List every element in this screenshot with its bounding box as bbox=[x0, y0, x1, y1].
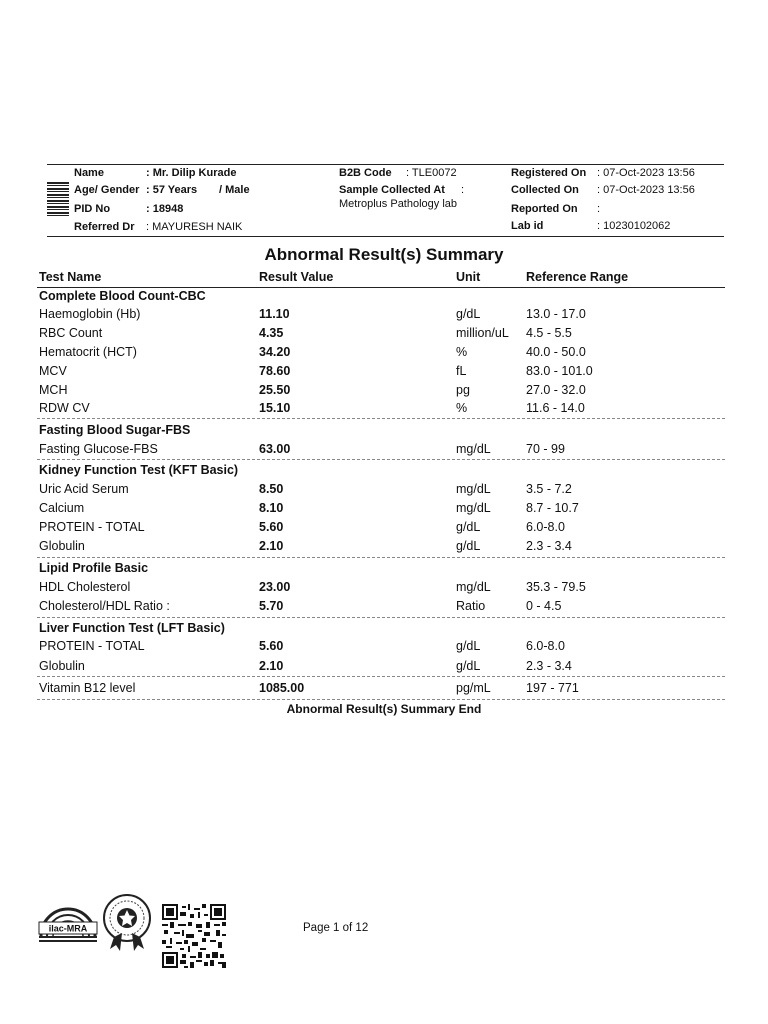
section-title: Complete Blood Count-CBC bbox=[39, 289, 206, 303]
table-row: Uric Acid Serum 8.50 mg/dL 3.5 - 7.2 bbox=[39, 482, 572, 496]
table-row: Fasting Glucose-FBS 63.00 mg/dL 70 - 99 bbox=[39, 442, 565, 456]
name-label: Name bbox=[74, 167, 104, 179]
collected-at-label: Sample Collected At bbox=[339, 184, 445, 196]
section-title: Lipid Profile Basic bbox=[39, 561, 149, 575]
collected-at-value: Metroplus Pathology lab bbox=[339, 198, 458, 210]
table-row: RDW CV 15.10 % 11.6 - 14.0 bbox=[39, 401, 585, 415]
ilac-mra-logo-text: ilac-MRA bbox=[48, 923, 88, 934]
pid-label: PID No bbox=[74, 203, 111, 215]
section-title: Fasting Blood Sugar-FBS bbox=[39, 423, 191, 437]
collected-value: : 07-Oct-2023 13:56 bbox=[597, 184, 695, 196]
summary-end-note: Abnormal Result(s) Summary End bbox=[286, 702, 482, 716]
header-rule bbox=[37, 287, 725, 288]
section-divider bbox=[37, 699, 725, 700]
table-row: PROTEIN - TOTAL 5.60 g/dL 6.0-8.0 bbox=[39, 520, 565, 534]
section-title: Liver Function Test (LFT Basic) bbox=[39, 621, 225, 635]
col-unit: Unit bbox=[456, 270, 481, 284]
section-title: Kidney Function Test (KFT Basic) bbox=[39, 463, 239, 477]
table-row: Globulin 2.10 g/dL 2.3 - 3.4 bbox=[39, 539, 572, 553]
age-label: Age/ Gender bbox=[74, 184, 140, 196]
gender-value: / Male bbox=[219, 184, 250, 196]
labid-value: : 10230102062 bbox=[597, 220, 671, 232]
ilac-mra-logo-icon bbox=[37, 898, 99, 946]
col-result-value: Result Value bbox=[259, 270, 334, 284]
header-bottom-rule bbox=[47, 236, 724, 237]
accreditation-seal-icon bbox=[102, 893, 152, 953]
table-row: Globulin 2.10 g/dL 2.3 - 3.4 bbox=[39, 659, 572, 673]
barcode-icon bbox=[47, 182, 69, 218]
labid-label: Lab id bbox=[511, 220, 544, 232]
col-reference-range: Reference Range bbox=[526, 270, 629, 284]
header-top-rule bbox=[47, 164, 724, 165]
table-row: PROTEIN - TOTAL 5.60 g/dL 6.0-8.0 bbox=[39, 639, 565, 653]
b2b-label: B2B Code bbox=[339, 167, 392, 179]
col-test-name: Test Name bbox=[39, 270, 102, 284]
section-divider bbox=[37, 617, 725, 618]
section-divider bbox=[37, 459, 725, 460]
table-row: RBC Count 4.35 million/uL 4.5 - 5.5 bbox=[39, 326, 572, 340]
age-value: : 57 Years bbox=[146, 184, 198, 196]
collected-at-colon: : bbox=[461, 184, 465, 196]
reported-label: Reported On bbox=[511, 203, 578, 215]
table-row: Hematocrit (HCT) 34.20 % 40.0 - 50.0 bbox=[39, 345, 586, 359]
table-row: Vitamin B12 level 1085.00 pg/mL 197 - 771 bbox=[39, 681, 579, 695]
registered-label: Registered On bbox=[511, 167, 587, 179]
reported-value: : bbox=[597, 203, 601, 215]
table-row: Haemoglobin (Hb) 11.10 g/dL 13.0 - 17.0 bbox=[39, 307, 586, 321]
section-divider bbox=[37, 557, 725, 558]
qr-code-icon bbox=[162, 904, 226, 968]
table-row: Calcium 8.10 mg/dL 8.7 - 10.7 bbox=[39, 501, 579, 515]
referred-label: Referred Dr bbox=[74, 221, 135, 233]
pid-value: : 18948 bbox=[146, 203, 184, 215]
table-row: HDL Cholesterol 23.00 mg/dL 35.3 - 79.5 bbox=[39, 580, 586, 594]
page-number: Page 1 of 12 bbox=[303, 922, 369, 934]
collected-label: Collected On bbox=[511, 184, 579, 196]
table-row: MCV 78.60 fL 83.0 - 101.0 bbox=[39, 364, 593, 378]
table-row: Cholesterol/HDL Ratio : 5.70 Ratio 0 - 4.5 bbox=[39, 599, 562, 613]
name-value: : Mr. Dilip Kurade bbox=[146, 167, 237, 179]
referred-value: : MAYURESH NAIK bbox=[146, 221, 243, 233]
registered-value: : 07-Oct-2023 13:56 bbox=[597, 167, 695, 179]
section-divider bbox=[37, 418, 725, 419]
page-title: Abnormal Result(s) Summary bbox=[264, 245, 504, 264]
table-row: MCH 25.50 pg 27.0 - 32.0 bbox=[39, 383, 586, 397]
section-divider bbox=[37, 676, 725, 677]
b2b-value: : TLE0072 bbox=[406, 167, 457, 179]
